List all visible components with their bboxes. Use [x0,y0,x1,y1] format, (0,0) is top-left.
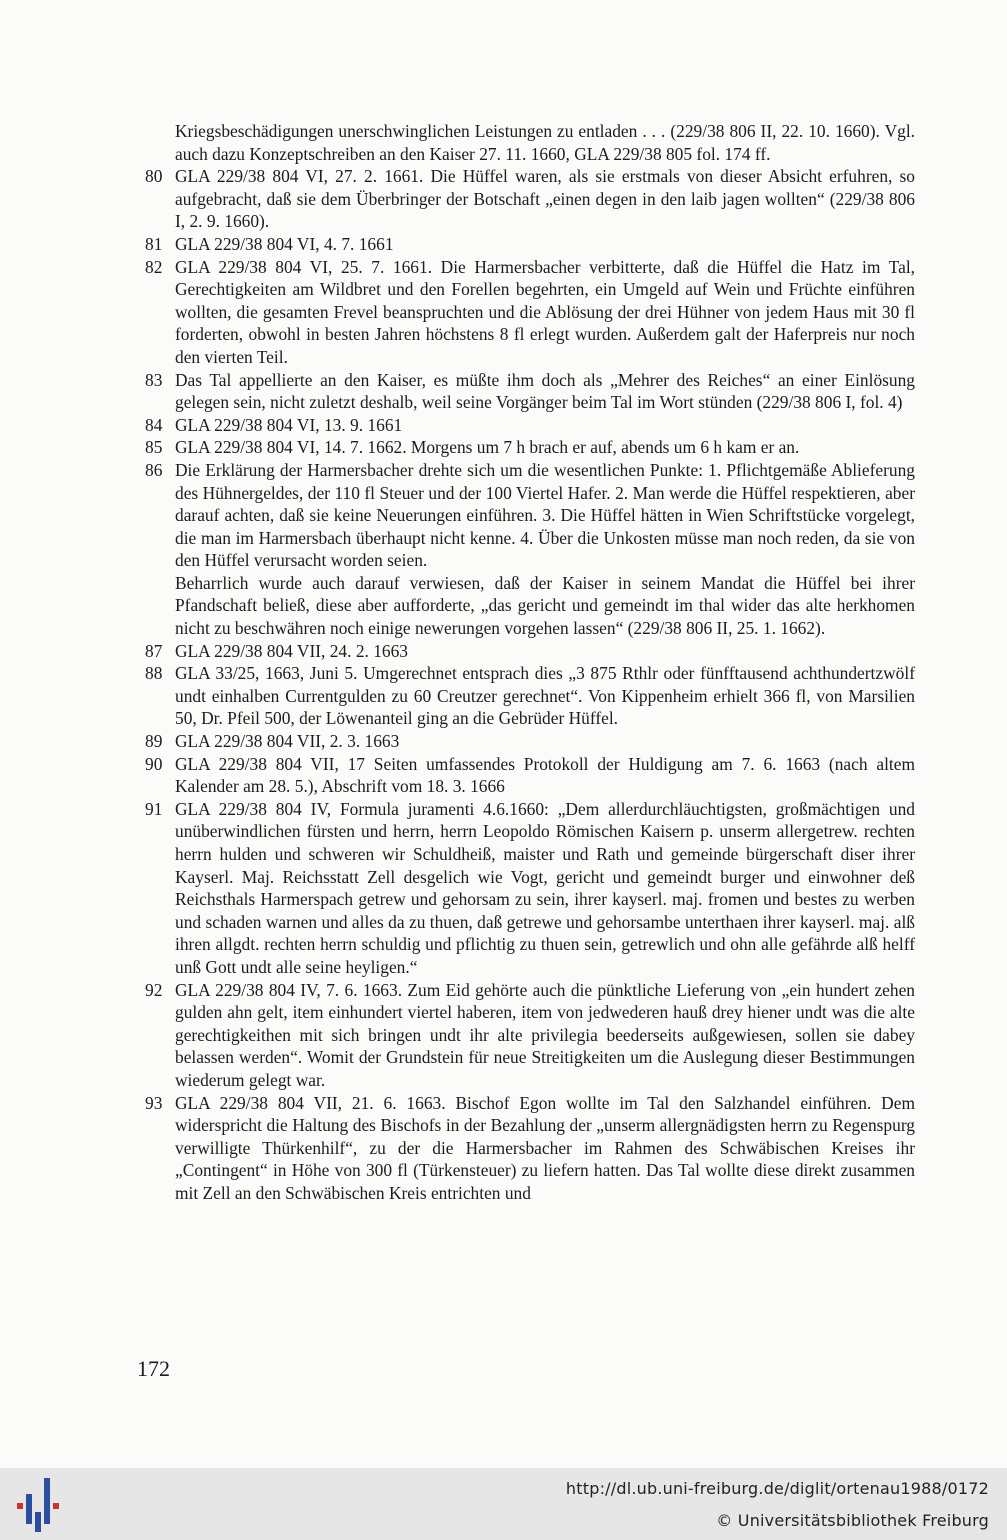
footnote-paragraph: GLA 229/38 804 VI, 25. 7. 1661. Die Harmersbacher verbitterte, daß die Hüffel die Hatz im Tal, Gerechtigkeiten am Wildbret und den Forellen begehrten, ein Umgeld auf Wein und Früchte einführen wollten, die gesamten Frevel beanspruchten und die Ablösung der drei Hühner von jedem Haus mit 30 fl forderten, obwohl in besten Jahren höchstens 8 fl erlegt wurden. Außerdem galt der Haferpreis nur noch den vierten Teil. [175,256,915,367]
footnote-number: 84 [145,414,163,435]
footnote-text [175,979,915,1092]
footnote-text [175,369,915,414]
footnote [145,753,915,798]
footnote-text [175,414,915,437]
footnote-text [175,730,915,753]
footnote-text [175,256,915,369]
footnote-paragraph: Die Erklärung der Harmersbacher drehte sich um die wesentlichen Punkte: 1. Pflichtgemäße Ablieferung des Hühnergeldes, der 110 fl Steuer und der 100 Viertel Hafer. 2. Man werde die Hüffel respektieren, aber darauf achten, daß sie keine Neuerungen einführen. 3. Die Hüffel hätten in Wien Schriftstücke vorgelegt, die man im Harmersbach überhaupt nicht kenne. 4. Über die Unkosten müsse man noch reden, da sie von den Hüffel verursacht worden seien. [175,459,915,571]
document-url-link[interactable]: http://dl.ub.uni-freiburg.de/diglit/ortenau1988/0172 [565,1479,989,1498]
footnote [145,120,915,165]
footnote-paragraph: GLA 229/38 804 VII, 17 Seiten umfassendes Protokoll der Huldigung am 7. 6. 1663 (nach altem Kalender am 28. 5.), Abschrift vom 18. 3. 1666 [175,753,915,797]
footnote-text [175,640,915,663]
ub-freiburg-logo-icon [14,1478,64,1532]
footnote-text [175,165,915,233]
footnote-number: 92 [145,979,163,1000]
footnote-number: 81 [145,233,163,254]
footnote [145,233,915,256]
footnote-text [175,233,915,256]
footnote [145,165,915,233]
footnote-paragraph: GLA 229/38 804 VII, 21. 6. 1663. Bischof Egon wollte im Tal den Salzhandel einführen. Dem widerspricht die Haltung des Bischofs in der Bezahlung der „unserm allergnädigsten herrn zu Regenspurg verwilligte Thürkenhilf“, zu der die Harmersbacher im Rahmen des Schwäbischen Kreises ihr „Contingent“ in Höhe von 300 fl (Türkensteuer) zu liefern hatten. Das Tal wollte diese direkt zusammen mit Zell an den Schwäbischen Kreis entrichten und [175,1092,915,1203]
footnote-paragraph: GLA 229/38 804 IV, Formula juramenti 4.6.1660: „Dem allerdurchläuchtigsten, großmächtigen und unüberwindlichen fürsten und herrn, herrn Leopoldo Römischen Kaisern p. unserm allergetrew. rechten herrn hulden und schweren wir Schuldheiß, maister und Rath und gemeinde bürgerschaft diser ihrer Kayserl. Maj. Reichsstatt Zell desgelich wie Vogt, gericht und gemeindt burger und einwohner deß Reichsthals Harmerspach getrew und gehorsam zu sein, ihrer kayserl. maj. fromen und bestes zu werben und schaden warnen und alles da zu thuen, daß getrewe und gehorsambe unterthaen ihrer kayserl. maj. alß ihren allgdt. rechten herrn schuldig und pflichtig zu thuen sein, getrewlich und ohn alle gefährde alß helff unß Gott undt alle seine heyligen.“ [175,798,915,977]
footnote-number: 80 [145,166,163,187]
footnote-paragraph: Kriegsbeschädigungen unerschwinglichen Leistungen zu entladen . . . (229/38 806 II, 22. 10. 1660). Vgl. auch dazu Konzeptschreiben an den Kaiser 27. 11. 1660, GLA 229/38 805 fol. 174 ff. [175,121,915,164]
footnote-paragraph: GLA 229/38 804 VII, 24. 2. 1663 [175,640,408,661]
footnote-number: 89 [145,731,163,752]
footnote-paragraph: GLA 229/38 804 IV, 7. 6. 1663. Zum Eid gehörte auch die pünktliche Lieferung von „ein hundert zehen gulden ahn gelt, item einhundert viertel haberen, item von jedwederen hauß drey hiener undt was die alte gerechtigkeithen mit sich bringen undt ihr alte privilegia beederseits außgewiesen, sollen sie dabey belassen werden“. Womit der Grundstein für neue Streitigkeiten um die Auslegung dieser Bestimmungen wiederum gelegt war. [175,979,915,1090]
footnote-number: 91 [145,798,163,819]
footnote-number: 85 [145,437,163,458]
footnote-paragraph: Beharrlich wurde auch darauf verwiesen, daß der Kaiser in seinem Mandat die Hüffel bei ihrer Pfandschaft beließ, diese aber aufforderte, „das gericht und gemeindt im thal wider das alte herkhomen nicht zu beschwähren noch einige newerungen vorgehen lassen“ (229/38 806 II, 25. 1. 1662). [175,572,915,639]
footnote-text [175,662,915,730]
footnote-number: 86 [145,459,163,480]
footnote-text [175,459,915,640]
footnote-text [175,753,915,798]
footnote [145,369,915,414]
copyright-notice: © Universitätsbibliothek Freiburg [716,1511,989,1530]
footnote-number [145,120,175,165]
footnote-text [175,436,915,459]
footnote [145,979,915,1092]
footnote-number: 83 [145,369,163,390]
footnote-number: 87 [145,640,163,661]
footnote-number: 82 [145,256,163,277]
footnote [145,640,915,663]
footnote-number: 93 [145,1092,163,1113]
footnote-text [175,120,915,165]
footnote-paragraph: GLA 229/38 804 VI, 27. 2. 1661. Die Hüffel waren, als sie erstmals von dieser Absicht erfuhren, so aufgebracht, daß sie dem Überbringer der Botschaft „einen degen in den laib jagen wollten“ (229/38 806 I, 2. 9. 1660). [175,166,915,232]
footnote [145,459,915,640]
footnote [145,730,915,753]
footnote-text [175,798,915,979]
footnote [145,662,915,730]
footnote [145,798,915,979]
viewer-footer-bar [0,1468,1007,1540]
footnote-paragraph: GLA 33/25, 1663, Juni 5. Umgerechnet entsprach dies „3 875 Rthlr oder fünfftausend achthundertzwölf undt einhalben Currentgulden zu 60 Creutzer gerechnet“. Von Kippenheim erhielt 366 fl, von Marsilien 50, Dr. Pfeil 500, der Löwenanteil ging an die Gebrüder Hüffel. [175,663,915,729]
footnote-paragraph: Das Tal appellierte an den Kaiser, es müßte ihm doch als „Mehrer des Reiches“ an einer Einlösung gelegen sein, nicht zuletzt deshalb, weil seine Vorgänger beim Tal im Wort stünden (229/38 806 I, fol. 4) [175,369,915,413]
footnote [145,414,915,437]
footnote-paragraph: GLA 229/38 804 VI, 14. 7. 1662. Morgens um 7 h brach er auf, abends um 6 h kam er an. [175,437,800,458]
footnote-paragraph: GLA 229/38 804 VI, 13. 9. 1661 [175,414,403,435]
footnote [145,1092,915,1205]
footnotes-list [145,120,915,1205]
footnote-text [175,1092,915,1205]
footnote [145,436,915,459]
footnote-paragraph: GLA 229/38 804 VII, 2. 3. 1663 [175,731,400,752]
footnote-paragraph: GLA 229/38 804 VI, 4. 7. 1661 [175,233,394,254]
footnote-number: 88 [145,663,163,684]
page-number: 172 [137,1356,170,1381]
footnote [145,256,915,369]
footnote-number: 90 [145,753,163,774]
